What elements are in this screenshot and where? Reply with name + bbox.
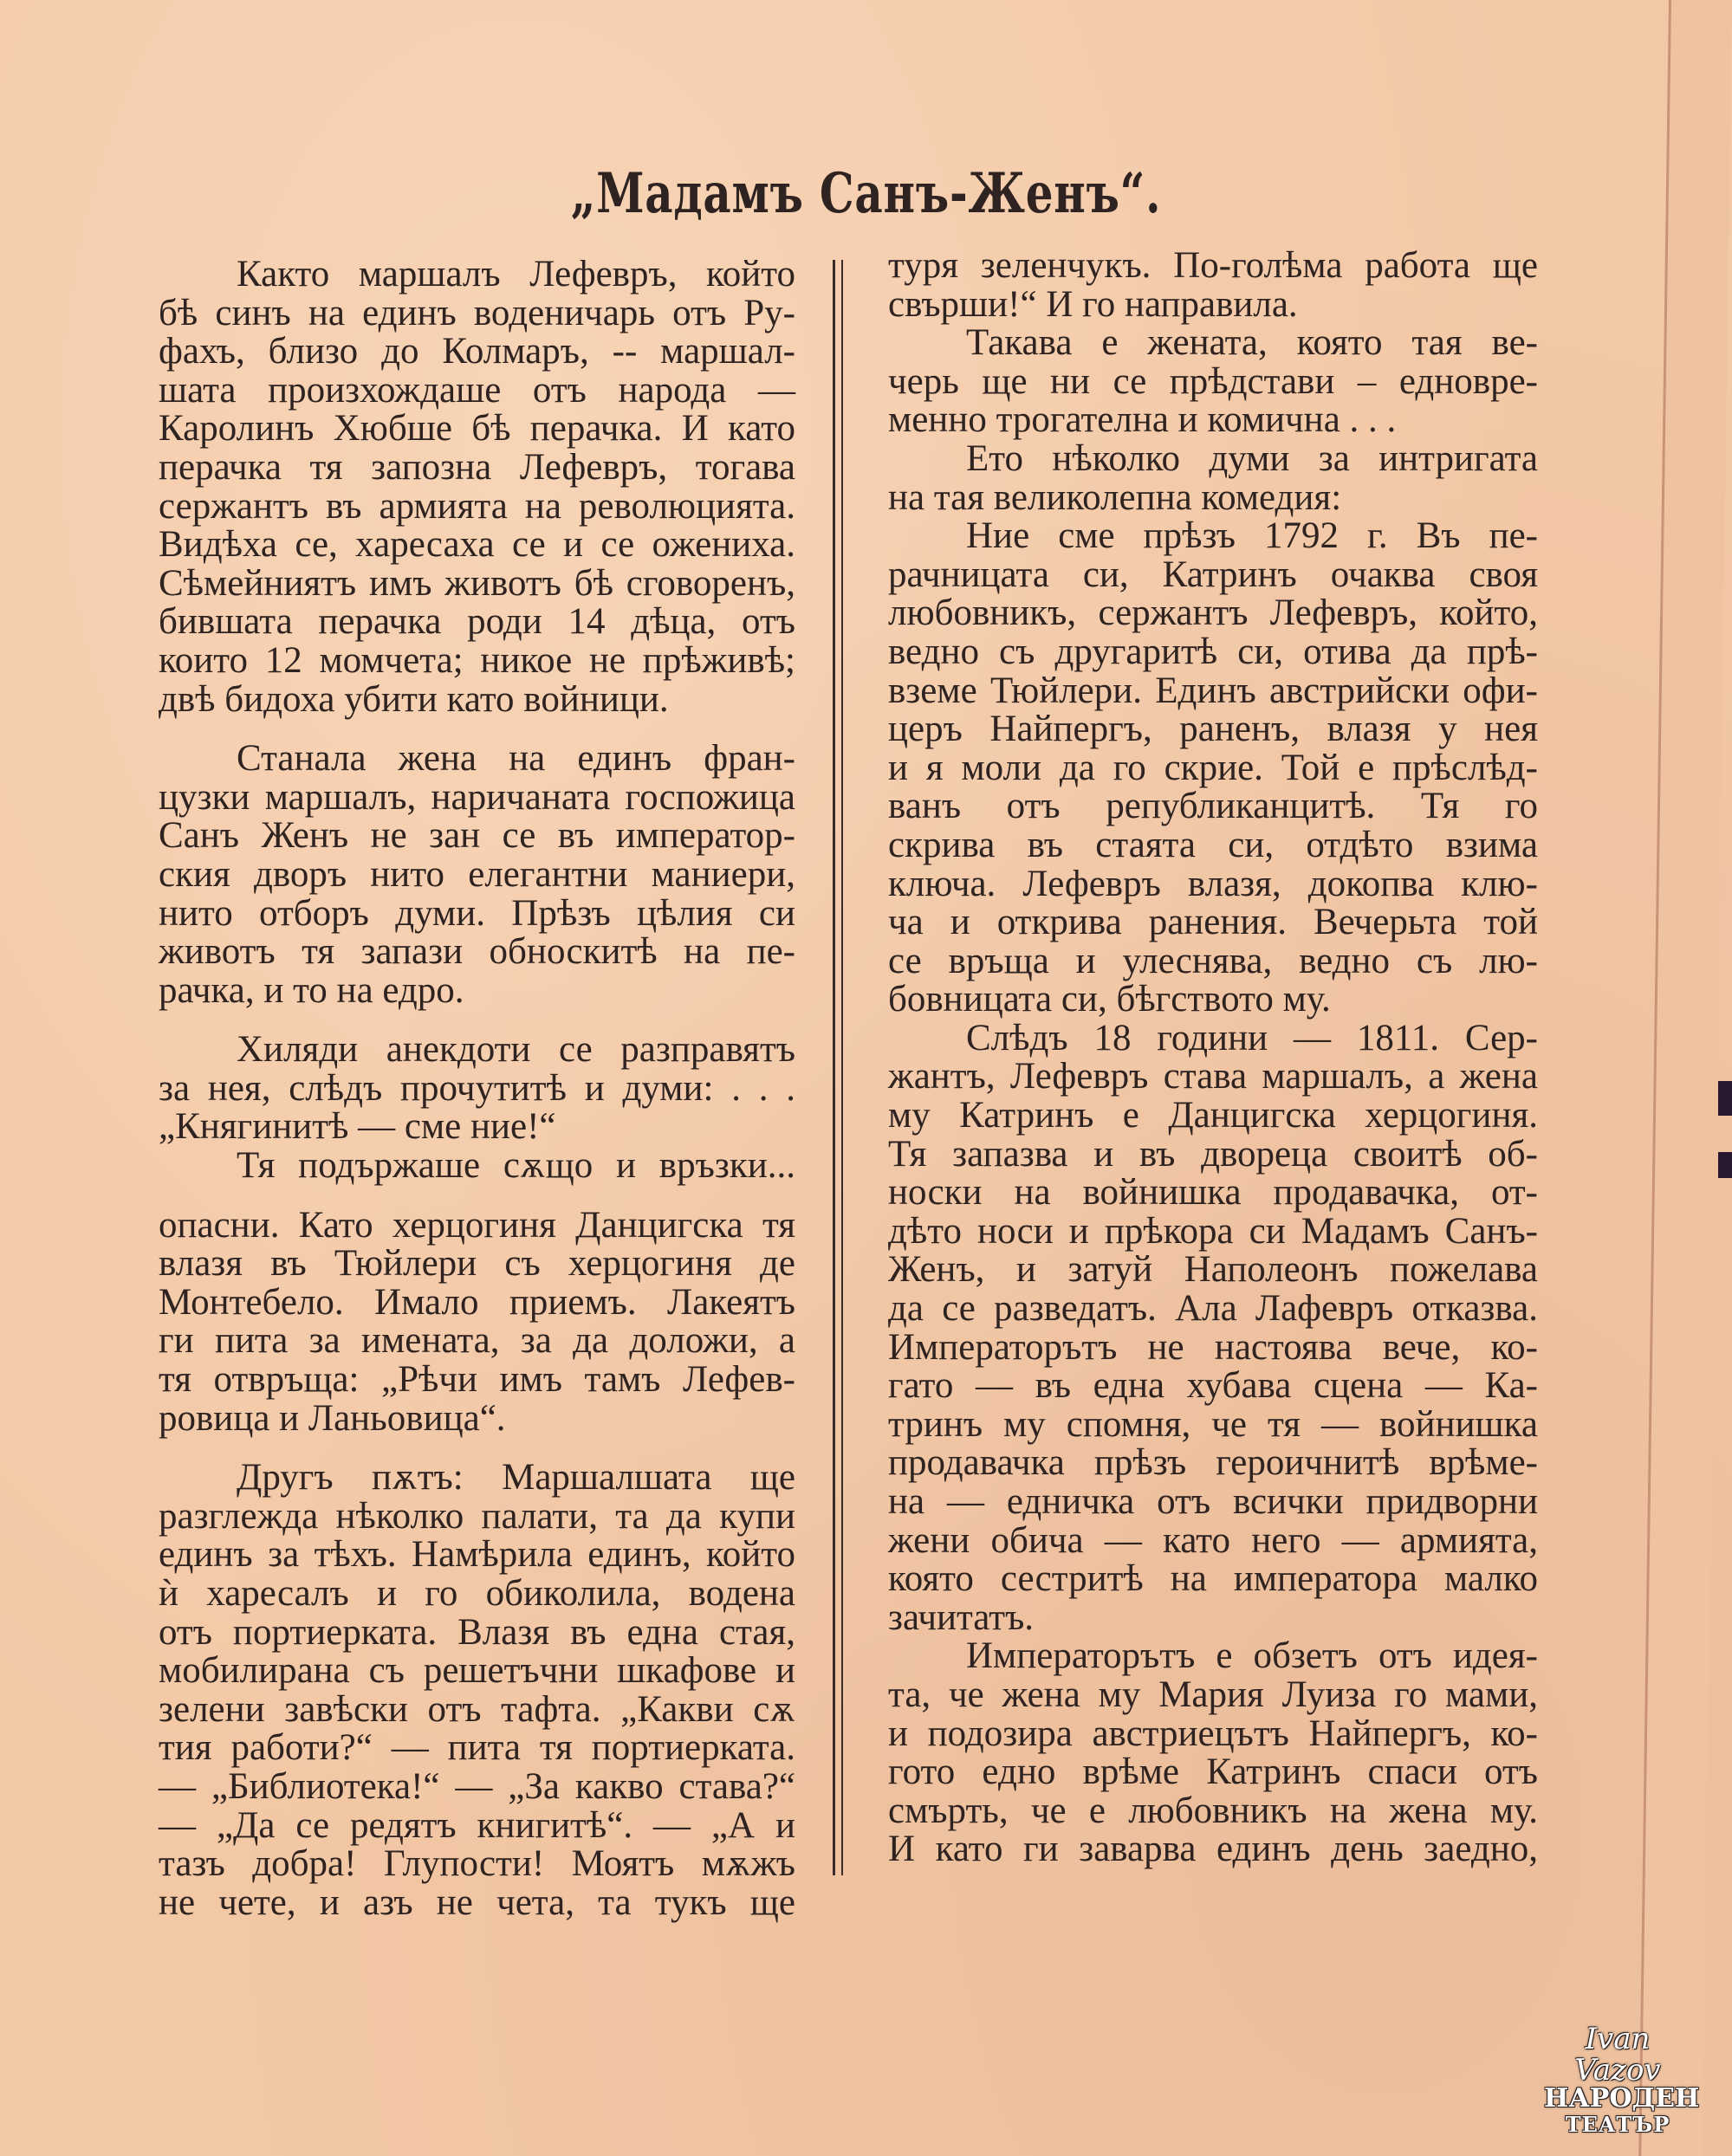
text-line: бившата перачка роди 14 дѣца, отъ	[159, 601, 795, 643]
text-line: му Катринъ е Данцигска херцогиня.	[888, 1095, 1538, 1136]
text-line: бовницата си, бѣгството му.	[888, 979, 1331, 1020]
text-line: бѣ синъ на единъ воденичарь отъ Ру-	[159, 292, 795, 333]
page-tab-mark	[1718, 1152, 1732, 1178]
text-line: тазъ добра! Глупости! Моятъ мѫжъ	[159, 1843, 795, 1885]
text-line: дѣто носи и прѣкора си Мадамъ Санъ-	[888, 1210, 1538, 1252]
text-line: се връща и улеснява, ведно съ лю-	[888, 940, 1538, 981]
text-line: които 12 момчета; никое не прѣживѣ;	[159, 639, 795, 681]
page-edge	[1638, 0, 1732, 2156]
text-line: опасни. Като херцогиня Данцигска тя	[159, 1204, 795, 1246]
watermark-logo	[1544, 2022, 1700, 2138]
text-line: Сѣмейниятъ имъ животъ бѣ сговоренъ,	[159, 562, 795, 604]
text-line: ги пита за имената, за да доложи, а	[159, 1320, 795, 1362]
text-line: зелени завѣски отъ тафта. „Какви сѫ	[159, 1688, 795, 1730]
text-line: та, че жена му Мария Луиза го мами,	[888, 1674, 1538, 1715]
text-line: туря зеленчукъ. По-голѣма работа ще	[888, 245, 1538, 286]
paragraph-gap	[159, 1010, 795, 1031]
text-line: тия работи?“ — пита тя портиерката.	[159, 1727, 795, 1769]
text-line: за нея, слѣдъ прочутитѣ и думи: . . .	[159, 1067, 795, 1109]
text-line: зачитатъ.	[888, 1596, 1035, 1638]
text-line: гото едно врѣме Катринъ спаси отъ	[888, 1751, 1538, 1793]
text-line: — „Библиотека!“ — „За какво става?“	[159, 1765, 795, 1807]
text-line: смърть, че е любовникъ на жена му.	[888, 1790, 1538, 1831]
text-line: Каролинъ Хюбше бѣ перачка. И като	[159, 408, 795, 450]
text-line: отъ портиерката. Влазя въ една стая,	[159, 1611, 795, 1653]
watermark-script: Ivan Vazov	[1574, 2022, 1661, 2088]
text-line: жантъ, Лефевръ става маршалъ, а жена	[888, 1056, 1538, 1097]
text-line: разглежда нѣколко палати, та да купи	[159, 1495, 795, 1537]
text-line: да се разведатъ. Ала Лафевръ отказва.	[888, 1288, 1538, 1330]
text-line: Императорътъ е обзетъ отъ идея-	[966, 1635, 1538, 1677]
watermark-line2: ТЕАТЪР	[1565, 2112, 1670, 2137]
text-line: ѝ харесалъ и го обиколила, водена	[159, 1573, 795, 1614]
text-line: нито отборъ думи. Прѣзъ цѣлия си	[159, 892, 795, 934]
text-line: влазя въ Тюйлери съ херцогиня де	[159, 1243, 795, 1285]
text-line: свърши!“ И го направила.	[888, 283, 1298, 325]
text-line: на — едничка отъ всички придворни	[888, 1481, 1538, 1522]
text-line: и я моли да го скрие. Той е прѣслѣд-	[888, 747, 1538, 788]
text-line: фахъ, близо до Колмаръ, -- маршал-	[159, 331, 795, 372]
text-line: Видѣха се, харесаха се и се ожениха.	[159, 524, 795, 566]
right-column	[888, 247, 1538, 1869]
text-line: вземе Тюйлери. Единъ австрийски офи-	[888, 670, 1538, 711]
text-line: жени обича — като него — армията,	[888, 1519, 1538, 1561]
text-line: животъ тя запази обноскитѣ на пе-	[159, 931, 795, 973]
text-line: мобилирана съ решетъчни шкафове и	[159, 1650, 795, 1692]
text-line: ровица и Ланьовица“.	[159, 1397, 506, 1439]
text-line: Слѣдъ 18 години — 1811. Сер-	[966, 1017, 1538, 1059]
text-line: Тя запазва и въ двореца своитѣ об-	[888, 1133, 1538, 1175]
text-line: Такава е жената, която тая ве-	[966, 322, 1538, 364]
text-line: Тя подържаше сѫщо и връзки...	[237, 1145, 795, 1187]
text-line: която сестритѣ на императора малко	[888, 1558, 1538, 1600]
text-line: Ето нѣколко думи за интригата	[966, 437, 1538, 479]
text-line: сержантъ въ армията на революцията.	[159, 485, 795, 527]
text-line: не чете, и азъ не чета, та тукъ ще	[159, 1881, 795, 1923]
text-line: рачка, и то на едро.	[159, 969, 464, 1011]
text-line: рачницата си, Катринъ очаква своя	[888, 554, 1538, 595]
text-line: Императорътъ не настоява вече, ко-	[888, 1326, 1538, 1368]
text-line: и подозира австриецътъ Найпергъ, ко-	[888, 1712, 1538, 1754]
paragraph-gap	[159, 719, 795, 740]
text-line: гато — въ една хубава сцена — Ка-	[888, 1365, 1538, 1407]
text-line: ча и открива ранения. Вечерьта той	[888, 902, 1538, 943]
text-line: ключа. Лефевръ влазя, докопва клю-	[888, 863, 1538, 904]
text-line: двѣ бидоха убити като войници.	[159, 678, 669, 720]
text-line: менно трогателна и комична . . .	[888, 399, 1397, 441]
article-title: „Мадамъ Санъ-Женъ“.	[570, 161, 1162, 226]
text-line: черь ще ни се прѣдстави – едновре-	[888, 360, 1538, 402]
text-line: И като ги заварва единъ день заедно,	[888, 1829, 1538, 1870]
column-divider	[841, 260, 843, 1875]
text-line: ведно съ другаритѣ си, отива да прѣ-	[888, 631, 1538, 672]
text-line: тя отвръща: „Рѣчи имъ тамъ Лефев-	[159, 1359, 795, 1401]
text-line: церъ Найпергъ, раненъ, влазя у нея	[888, 709, 1538, 750]
column-divider	[833, 260, 835, 1875]
text-line: Ние сме прѣзъ 1792 г. Въ пе-	[966, 515, 1538, 557]
watermark-line1: НАРОДЕН	[1544, 2083, 1700, 2114]
left-column	[159, 256, 795, 1922]
text-line: на тая великолепна комедия:	[888, 476, 1342, 518]
text-line: ския дворъ нито елегантни маниери,	[159, 853, 795, 895]
text-line: носки на войнишка продавачка, от-	[888, 1172, 1538, 1214]
text-line: любовникъ, сержантъ Лефевръ, който,	[888, 592, 1538, 634]
text-line: цузки маршалъ, наричаната госпожица	[159, 776, 795, 818]
text-line: Както маршалъ Лефевръ, който	[237, 254, 795, 295]
text-line: Хиляди анекдоти се разправятъ	[237, 1029, 795, 1071]
text-line: Санъ Женъ не зан се въ император-	[159, 815, 795, 857]
text-line: продавачка прѣзъ героичнитѣ врѣме-	[888, 1442, 1538, 1484]
text-line: единъ за тѣхъ. Намѣрила единъ, който	[159, 1534, 795, 1576]
text-line: Женъ, и затуй Наполеонъ пожелава	[888, 1249, 1538, 1291]
paragraph-gap	[159, 1438, 795, 1459]
page-tab-mark	[1718, 1081, 1732, 1116]
text-line: скрива въ стаята си, отдѣто взима	[888, 824, 1538, 865]
text-line: Станала жена на единъ фран-	[237, 738, 795, 780]
text-line: тринъ му спомня, че тя — войнишка	[888, 1403, 1538, 1445]
text-line: ванъ отъ републиканцитѣ. Тя го	[888, 786, 1538, 827]
text-line: шата произхождаше отъ народа —	[159, 369, 795, 411]
text-line: Монтебело. Имало приемъ. Лакеятъ	[159, 1281, 795, 1323]
text-line: „Княгинитѣ — сме ние!“	[159, 1106, 556, 1148]
text-line: — „Да се редятъ книгитѣ“. — „А и	[159, 1804, 795, 1846]
text-line: Другъ пѫтъ: Маршалшата ще	[237, 1457, 795, 1499]
paragraph-gap	[159, 1186, 795, 1207]
text-line: перачка тя запозна Лефевръ, тогава	[159, 446, 795, 488]
